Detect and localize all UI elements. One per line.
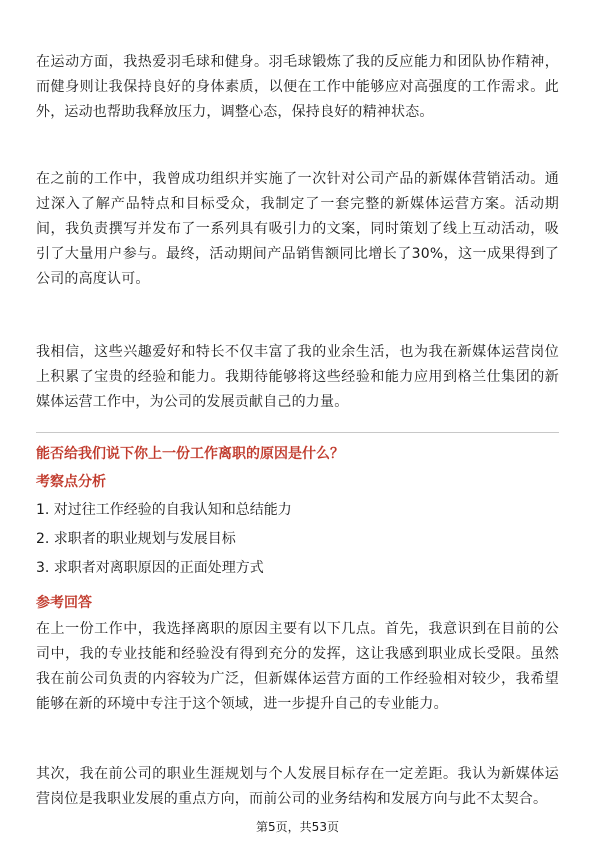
answer-paragraph-second: 其次，我在前公司的职业生涯规划与个人发展目标存在一定差距。我认为新媒体运营岗位是我职业发展的重点方向，而前公司的业务结构和发展方向与此不太契合。 bbox=[36, 766, 559, 807]
reference-answer-heading: 参考回答 bbox=[36, 595, 92, 611]
focus-point: 1. 对过往工作经验的自我认知和总结能力 bbox=[36, 502, 292, 518]
answer-paragraph-first: 在上一份工作中，我选择离职的原因主要有以下几点。首先，我意识到在目前的公司中，我的专业技能和经验没有得到充分的发挥，这让我感到职业成长受限。虽然我在前公司负责的内容较为广泛，但新媒体运营方面的工作经验相对较少，我希望能够在新的环境中专注于这个领域，进一步提升自己的专业能力。 bbox=[36, 621, 559, 712]
page-number-footer: 第5页，共53页 bbox=[256, 820, 339, 834]
interview-question: 能否给我们说下你上一份工作离职的原因是什么？ bbox=[36, 446, 344, 462]
section-divider bbox=[36, 432, 559, 433]
body-paragraph-conclusion: 我相信，这些兴趣爱好和特长不仅丰富了我的业余生活，也为我在新媒体运营岗位上积累了宝贵的经验和能力。我期待能够将这些经验和能力应用到格兰仕集团的新媒体运营工作中，为公司的发展贡献自己的力量。 bbox=[36, 344, 559, 410]
focus-point: 2. 求职者的职业规划与发展目标 bbox=[36, 531, 236, 547]
focus-analysis-heading: 考察点分析 bbox=[36, 474, 106, 490]
body-paragraph-campaign: 在之前的工作中，我曾成功组织并实施了一次针对公司产品的新媒体营销活动。通过深入了解产品特点和目标受众，我制定了一套完整的新媒体运营方案。活动期间，我负责撰写并发布了一系列具有吸引力的文案，同时策划了线上互动活动，吸引了大量用户参与。最终，活动期间产品销售额同比增长了30%，这一成果得到了公司的高度认可。 bbox=[36, 171, 559, 287]
body-paragraph-sports: 在运动方面，我热爱羽毛球和健身。羽毛球锻炼了我的反应能力和团队协作精神，而健身则让我保持良好的身体素质，以便在工作中能够应对高强度的工作需求。此外，运动也帮助我释放压力，调整心态，保持良好的精神状态。 bbox=[36, 54, 559, 120]
focus-point: 3. 求职者对离职原因的正面处理方式 bbox=[36, 560, 264, 576]
